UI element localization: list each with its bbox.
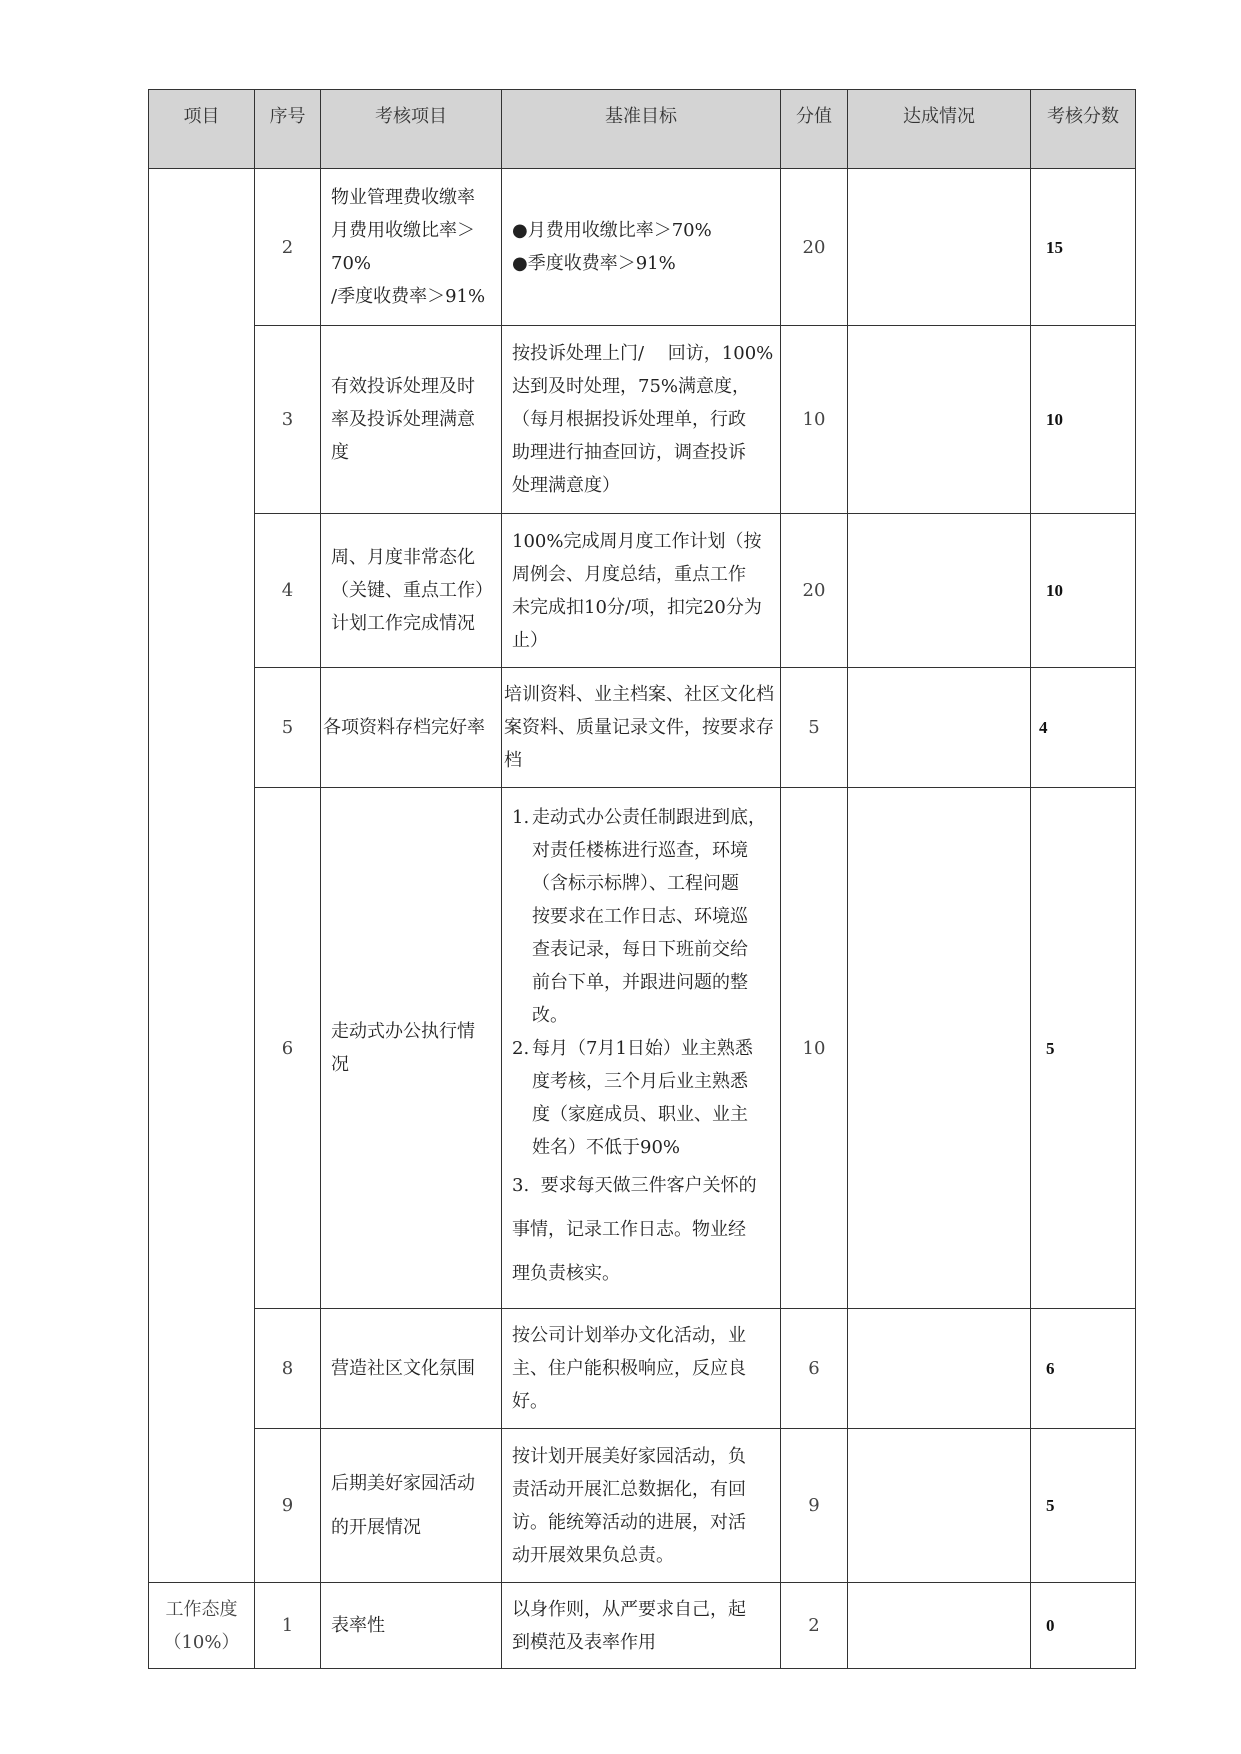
target-line: 止） <box>512 629 548 651</box>
header-item: 项目 <box>149 90 255 169</box>
row-target <box>502 668 781 788</box>
table-row <box>149 326 1136 514</box>
row-kpi <box>321 1429 502 1583</box>
kpi-line: 月费用收缴比率＞ <box>331 220 475 241</box>
target-line: 达到及时处理，75%满意度， <box>512 376 751 397</box>
target-line: 度考核，三个月后业主熟悉 <box>532 1070 748 1092</box>
header-kpi: 考核项目 <box>321 90 502 169</box>
target-line: 每月（7月1日始）业主熟悉 <box>532 1037 753 1059</box>
target-line: 培训资料、业主档案、社区文化档 <box>504 684 774 705</box>
table-row <box>149 788 1136 1309</box>
row-achieve[interactable] <box>848 169 1031 326</box>
target-line: 按公司计划举办文化活动，业 <box>512 1325 746 1346</box>
row-score[interactable]: 10 <box>1031 326 1136 514</box>
list-number: 1. <box>512 806 530 828</box>
target-line: 按计划开展美好家园活动，负 <box>512 1445 746 1467</box>
header-score: 考核分数 <box>1031 90 1136 169</box>
row-target <box>502 1309 781 1429</box>
target-list <box>502 801 780 1296</box>
target-line: 好。 <box>512 1391 548 1412</box>
header-row <box>149 90 1136 169</box>
row-achieve[interactable] <box>848 1309 1031 1429</box>
row-score[interactable]: 4 <box>1031 668 1136 788</box>
target-line: 到模范及表率作用 <box>512 1631 656 1653</box>
row-no: 4 <box>255 514 321 668</box>
row-achieve[interactable] <box>848 326 1031 514</box>
row-kpi <box>321 169 502 326</box>
category-attitude <box>149 1583 255 1669</box>
row-points: 9 <box>781 1429 848 1583</box>
target-line: 助理进行抽查回访，调查投诉 <box>512 442 746 463</box>
table-row <box>149 1583 1136 1669</box>
kpi-line: 物业管理费收缴率 <box>331 187 475 208</box>
row-target <box>502 514 781 668</box>
row-no: 9 <box>255 1429 321 1583</box>
kpi-line: 计划工作完成情况 <box>331 613 475 634</box>
kpi-line: 各项资料存档完好率 <box>323 717 485 738</box>
target-line: 按投诉处理上门/ 回访，100% <box>512 343 774 364</box>
target-line: （每月根据投诉处理单，行政 <box>512 409 746 430</box>
kpi-table <box>148 89 1136 1669</box>
row-kpi: 表率性 <box>321 1583 502 1669</box>
row-kpi <box>321 1309 502 1429</box>
kpi-line: 率及投诉处理满意 <box>331 409 475 430</box>
table-row <box>149 1429 1136 1583</box>
target-line: 访。能统筹活动的进展，对活 <box>512 1511 746 1533</box>
row-achieve[interactable] <box>848 788 1031 1309</box>
kpi-line: 走动式办公执行情 <box>331 1021 475 1042</box>
target-line: 责活动开展汇总数据化，有回 <box>512 1478 746 1500</box>
target-line: 未完成扣10分/项，扣完20分为 <box>512 596 762 618</box>
target-line: 查表记录，每日下班前交给 <box>532 938 748 960</box>
row-points: 2 <box>781 1583 848 1669</box>
row-kpi <box>321 514 502 668</box>
header-no: 序号 <box>255 90 321 169</box>
row-score[interactable]: 0 <box>1031 1583 1136 1669</box>
header-target: 基准目标 <box>502 90 781 169</box>
list-number: 3. <box>512 1174 530 1196</box>
target-line: 改。 <box>532 1004 568 1026</box>
header-achieve: 达成情况 <box>848 90 1031 169</box>
target-line: 对责任楼栋进行巡查，环境 <box>532 839 748 861</box>
row-achieve[interactable] <box>848 668 1031 788</box>
category-cell-empty <box>149 169 255 1583</box>
row-kpi <box>321 326 502 514</box>
row-kpi <box>321 668 502 788</box>
kpi-line: 周、月度非常态化 <box>331 547 475 568</box>
row-score[interactable]: 10 <box>1031 514 1136 668</box>
row-points: 20 <box>781 169 848 326</box>
row-score[interactable]: 6 <box>1031 1309 1136 1429</box>
target-line: 档 <box>504 750 522 771</box>
target-line: 周例会、月度总结，重点工作 <box>512 563 746 585</box>
target-line: 度（家庭成员、职业、业主 <box>532 1103 748 1125</box>
target-line: 前台下单，并跟进问题的整 <box>532 971 748 993</box>
row-no: 6 <box>255 788 321 1309</box>
target-line: 案资料、质量记录文件，按要求存 <box>504 717 774 738</box>
kpi-line: 营造社区文化氛围 <box>331 1358 475 1379</box>
kpi-line: 后期美好家园活动 <box>331 1472 475 1494</box>
target-line: 走动式办公责任制跟进到底， <box>532 806 766 828</box>
kpi-line: 70% <box>331 253 372 274</box>
row-points: 10 <box>781 326 848 514</box>
target-line: 以身作则，从严要求自己，起 <box>512 1598 746 1620</box>
row-target <box>502 326 781 514</box>
row-points: 6 <box>781 1309 848 1429</box>
kpi-line: /季度收费率＞91% <box>331 286 486 307</box>
row-target <box>502 1429 781 1583</box>
target-line: 100%完成周月度工作计划（按 <box>512 530 762 552</box>
row-achieve[interactable] <box>848 1429 1031 1583</box>
row-no: 2 <box>255 169 321 326</box>
target-line: 理负责核实。 <box>512 1262 620 1284</box>
row-target <box>502 1583 781 1669</box>
row-achieve[interactable] <box>848 514 1031 668</box>
row-points: 5 <box>781 668 848 788</box>
row-target <box>502 169 781 326</box>
target-text: 要求每天做三件客户关怀的 <box>540 1174 757 1196</box>
target-line: 动开展效果负总责。 <box>512 1544 674 1566</box>
row-kpi <box>321 788 502 1309</box>
row-points: 20 <box>781 514 848 668</box>
list-item <box>502 801 780 1032</box>
target-line: ●季度收费率＞91% <box>512 253 676 274</box>
row-no: 5 <box>255 668 321 788</box>
header-points: 分值 <box>781 90 848 169</box>
category-line: 工作态度 <box>165 1598 238 1620</box>
kpi-line: 有效投诉处理及时 <box>331 376 475 397</box>
target-line <box>512 1164 780 1208</box>
target-line: 按要求在工作日志、环境巡 <box>532 905 748 927</box>
row-no: 8 <box>255 1309 321 1429</box>
table-row <box>149 1309 1136 1429</box>
row-score[interactable]: 5 <box>1031 1429 1136 1583</box>
target-line: （含标示标牌）、工程问题 <box>532 872 739 894</box>
list-item <box>502 1164 780 1296</box>
target-line: 主、住户能积极响应，反应良 <box>512 1358 746 1379</box>
target-line: 事情，记录工作日志。物业经 <box>512 1218 746 1240</box>
kpi-line: 的开展情况 <box>331 1516 421 1538</box>
row-target <box>502 788 781 1309</box>
row-points: 10 <box>781 788 848 1309</box>
target-line: 处理满意度） <box>512 475 620 496</box>
row-no: 3 <box>255 326 321 514</box>
kpi-line: 况 <box>331 1054 349 1075</box>
row-score[interactable]: 15 <box>1031 169 1136 326</box>
target-line: ●月费用收缴比率＞70% <box>512 220 712 241</box>
table-row <box>149 668 1136 788</box>
target-line: 姓名）不低于90% <box>532 1136 681 1158</box>
category-line: （10%） <box>163 1631 240 1653</box>
row-score[interactable]: 5 <box>1031 788 1136 1309</box>
list-item <box>502 1032 780 1164</box>
row-no: 1 <box>255 1583 321 1669</box>
row-achieve[interactable] <box>848 1583 1031 1669</box>
table-row <box>149 169 1136 326</box>
kpi-line: （关键、重点工作） <box>331 580 493 601</box>
table-row <box>149 514 1136 668</box>
list-number: 2. <box>512 1037 530 1059</box>
kpi-line: 度 <box>331 442 349 463</box>
